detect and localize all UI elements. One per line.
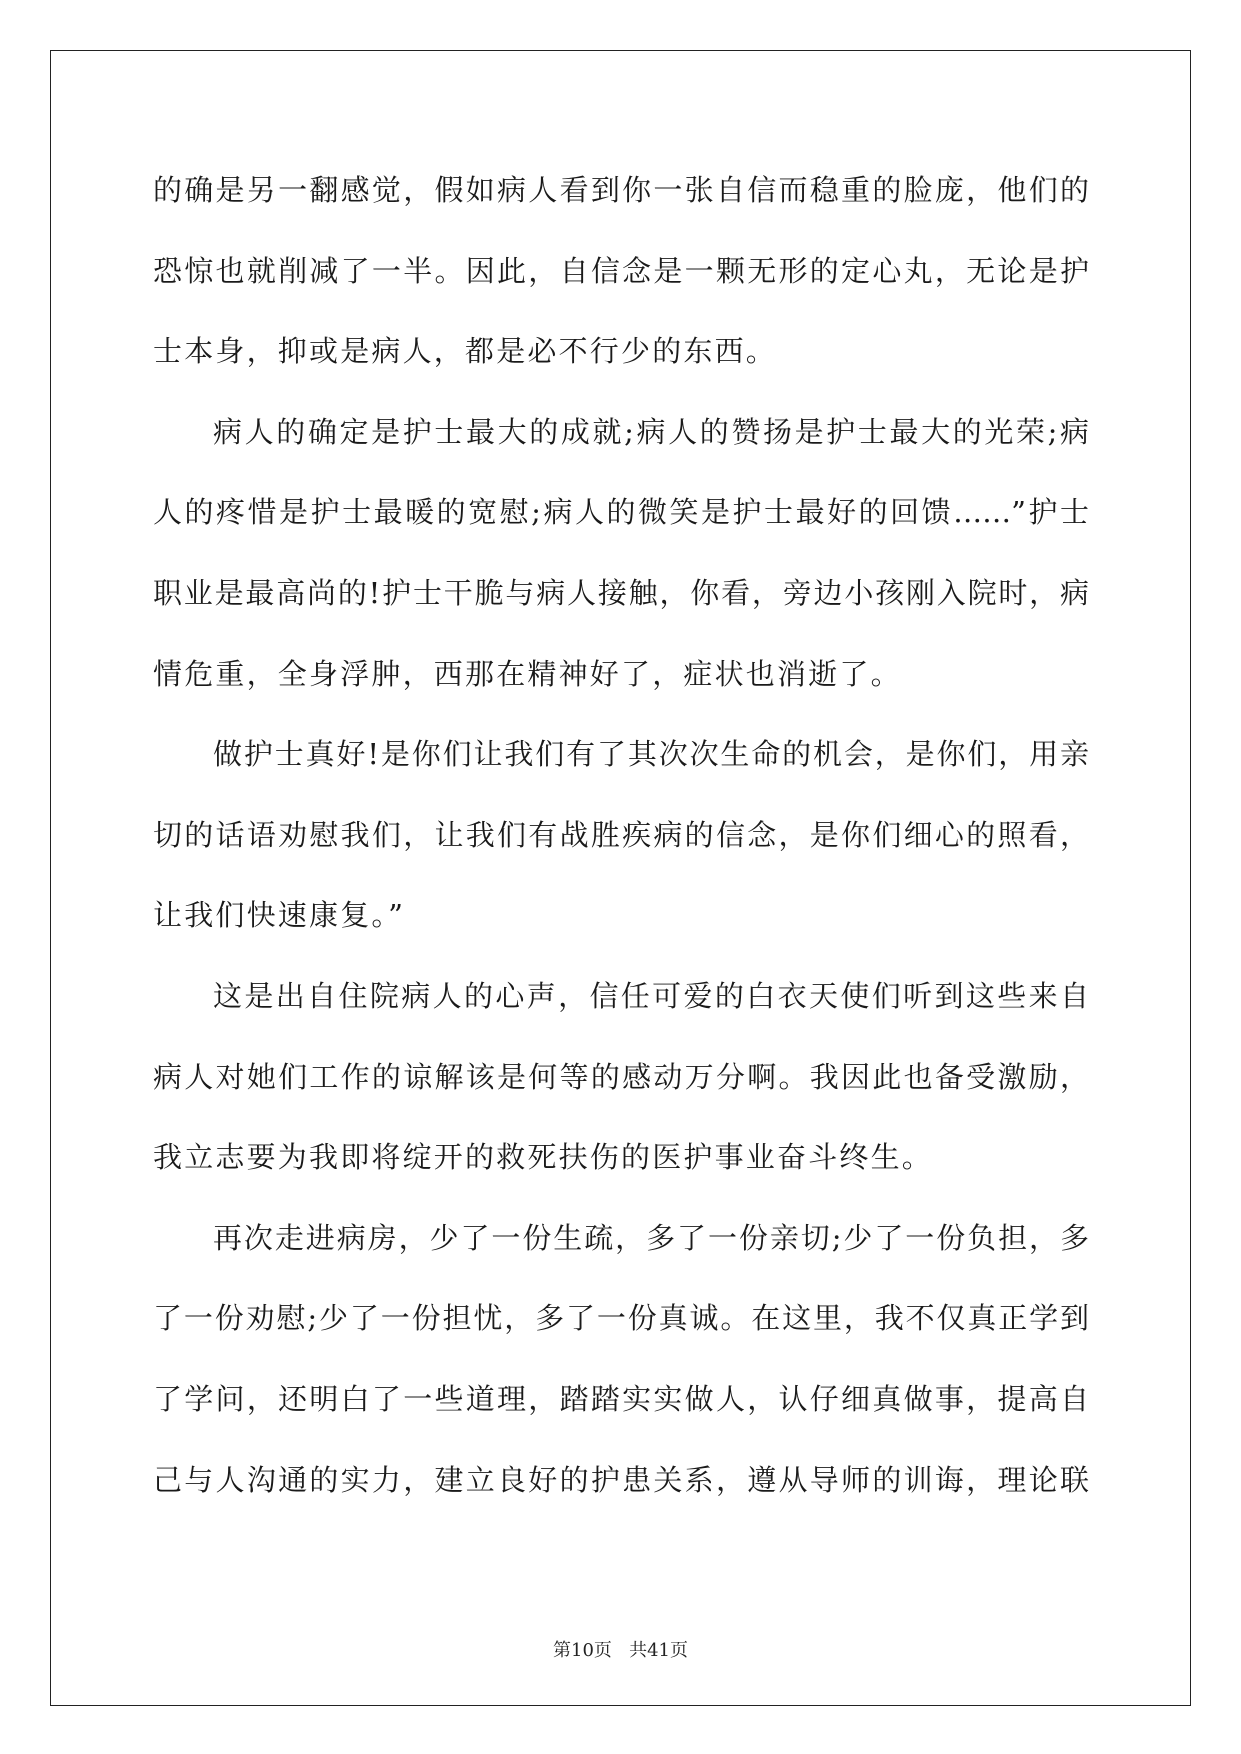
text-line: 恐惊也就削减了一半。因此，自信念是一颗无形的定心丸，无论是护 [153, 253, 1089, 288]
text-line: 做护士真好!是你们让我们有了其次次生命的机会，是你们，用亲 [213, 737, 1089, 772]
text-line: 这是出自住院病人的心声，信任可爱的白衣天使们听到这些来自 [213, 978, 1089, 1013]
text-line: 职业是最高尚的!护士干脆与病人接触，你看，旁边小孩刚入院时，病 [153, 575, 1089, 610]
text-line: 我立志要为我即将绽开的救死扶伤的医护事业奋斗终生。 [153, 1140, 934, 1175]
page-footer [0, 1636, 1241, 1662]
text-line: 了学问，还明白了一些道理，踏踏实实做人，认仔细真做事，提高自 [153, 1381, 1089, 1416]
text-line: 病人的确定是护士最大的成就;病人的赞扬是护士最大的光荣;病 [213, 414, 1089, 449]
text-line: 让我们快速康复。” [153, 898, 406, 933]
text-line: 的确是另一翻感觉，假如病人看到你一张自信而稳重的脸庞，他们的 [153, 173, 1089, 207]
text-line: 己与人沟通的实力，建立良好的护患关系，遵从导师的训诲，理论联 [153, 1462, 1089, 1497]
page-number-label: 第10页 共41页 [553, 1640, 688, 1661]
text-line: 人的疼惜是护士最暖的宽慰;病人的微笑是护士最好的回馈……”护士 [153, 495, 1089, 530]
text-line: 病人对她们工作的谅解该是何等的感动万分啊。我因此也备受激励， [153, 1059, 1089, 1094]
text-line: 了一份劝慰;少了一份担忧，多了一份真诚。在这里，我不仅真正学到 [153, 1301, 1089, 1336]
text-line: 切的话语劝慰我们，让我们有战胜疾病的信念，是你们细心的照看， [153, 817, 1089, 852]
document-body [153, 160, 1089, 1530]
text-line: 情危重，全身浮肿，西那在精神好了，症状也消逝了。 [153, 656, 902, 691]
text-line: 再次走进病房，少了一份生疏，多了一份亲切;少了一份负担，多 [213, 1220, 1089, 1255]
text-line: 士本身，抑或是病人，都是必不行少的东西。 [153, 334, 778, 369]
